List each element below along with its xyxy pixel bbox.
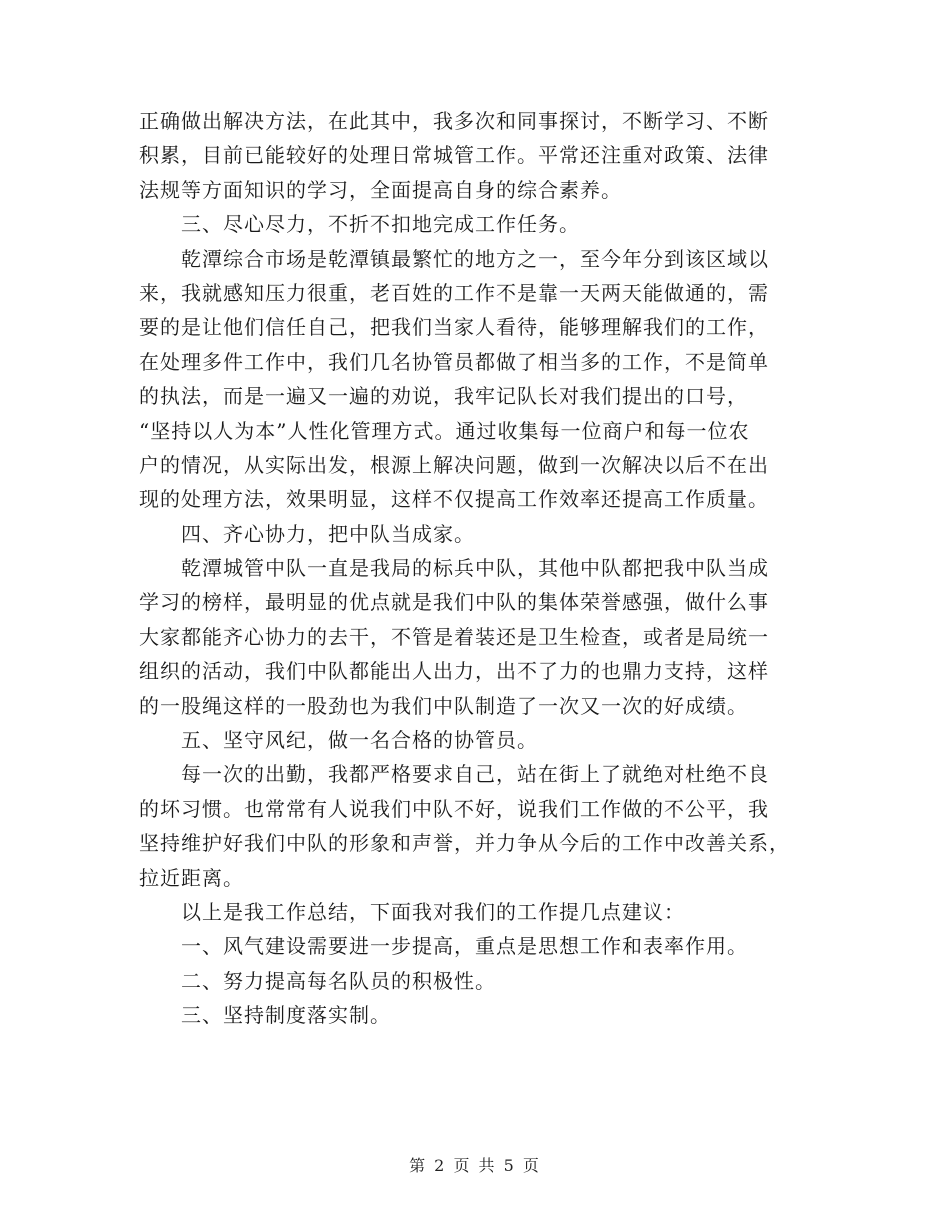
text-line: 四、齐心协力，把中队当成家。 xyxy=(181,521,475,546)
text-line: 三、尽心尽力，不折不扣地完成工作任务。 xyxy=(181,212,580,237)
page-number-footer: 第 2 页 共 5 页 xyxy=(409,1156,541,1175)
document-body xyxy=(139,104,819,1033)
text-line: 拉近距离。 xyxy=(139,865,244,890)
text-line: 每一次的出勤，我都严格要求自己，站在街上了就绝对杜绝不良 xyxy=(181,762,769,787)
text-line: 来，我就感知压力很重，老百姓的工作不是靠一天两天能做通的，需 xyxy=(139,280,769,305)
text-line: 一、风气建设需要进一步提高，重点是思想工作和表率作用。 xyxy=(181,934,748,959)
text-line: 以上是我工作总结，下面我对我们的工作提几点建议： xyxy=(181,899,685,924)
text-line: 乾潭城管中队一直是我局的标兵中队，其他中队都把我中队当成 xyxy=(181,556,769,581)
text-line: 在处理多件工作中，我们几名协管员都做了相当多的工作，不是简单 xyxy=(139,349,769,374)
text-line: 五、坚守风纪，做一名合格的协管员。 xyxy=(181,728,538,753)
text-line: 坚持维护好我们中队的形象和声誉，并力争从今后的工作中改善关系， xyxy=(139,831,790,856)
text-line: 三、坚持制度落实制。 xyxy=(181,1003,391,1028)
text-line: 学习的榜样，最明显的优点就是我们中队的集体荣誉感强，做什么事 xyxy=(139,590,769,615)
text-line: 大家都能齐心协力的去干，不管是着装还是卫生检查，或者是局统一 xyxy=(139,624,769,649)
text-line: 的坏习惯。也常常有人说我们中队不好，说我们工作做的不公平，我 xyxy=(139,796,769,821)
text-line: 现的处理方法，效果明显，这样不仅提高工作效率还提高工作质量。 xyxy=(139,487,769,512)
text-line: 户的情况，从实际出发，根源上解决问题，做到一次解决以后不在出 xyxy=(139,452,769,477)
text-line: 组织的活动，我们中队都能出人出力，出不了力的也鼎力支持，这样 xyxy=(139,659,769,684)
text-line: 的一股绳这样的一股劲也为我们中队制造了一次又一次的好成绩。 xyxy=(139,693,748,718)
text-line: 法规等方面知识的学习，全面提高自身的综合素养。 xyxy=(139,177,622,202)
text-line: 的执法，而是一遍又一遍的劝说，我牢记队长对我们提出的口号， xyxy=(139,384,748,409)
text-line: “坚持以人为本”人性化管理方式。通过收集每一位商户和每一位农 xyxy=(139,418,750,443)
text-line: 乾潭综合市场是乾潭镇最繁忙的地方之一，至今年分到该区域以 xyxy=(181,246,769,271)
text-line: 正确做出解决方法，在此其中，我多次和同事探讨，不断学习、不断 xyxy=(139,109,769,133)
text-line: 二、努力提高每名队员的积极性。 xyxy=(181,968,496,993)
text-line: 积累，目前已能较好的处理日常城管工作。平常还注重对政策、法律 xyxy=(139,143,769,168)
text-line: 要的是让他们信任自己，把我们当家人看待，能够理解我们的工作， xyxy=(139,315,769,340)
